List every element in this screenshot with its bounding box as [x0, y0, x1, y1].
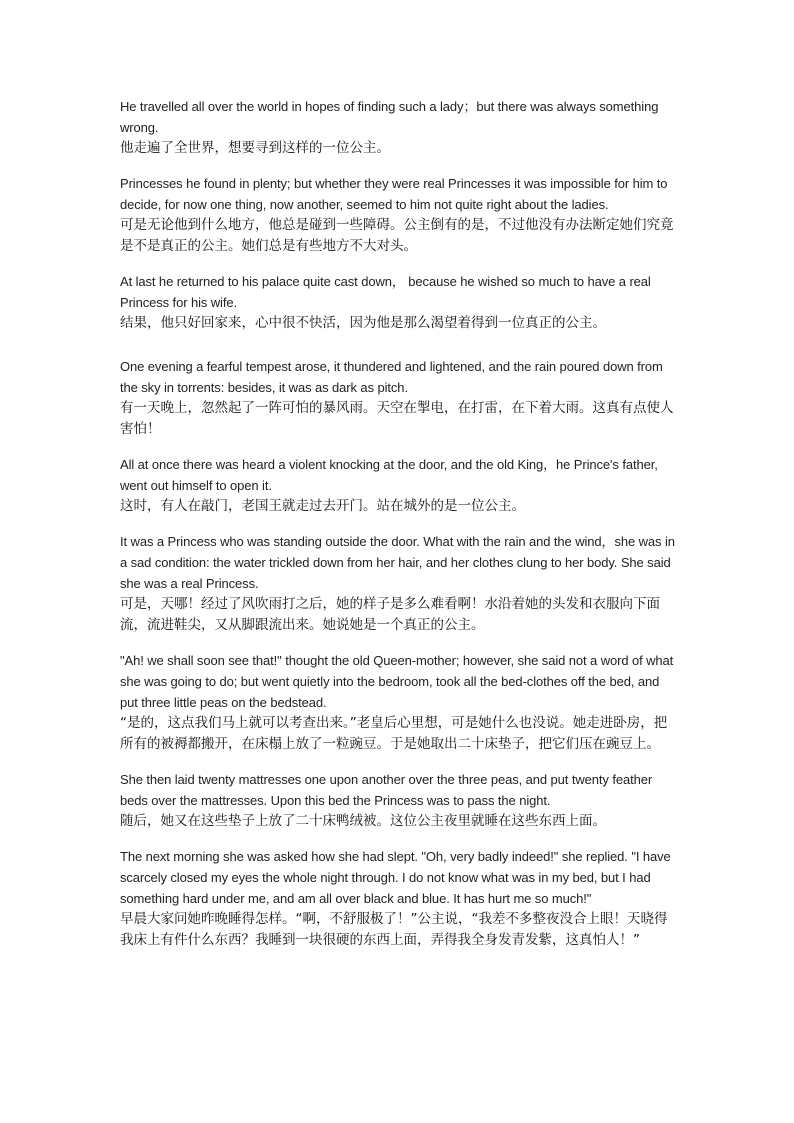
english-text: Princesses he found in plenty; but whether they were real Princesses it was impossible for him to decide, for now one thing, now another, seemed to him not quite right about the ladies. [120, 176, 668, 212]
english-text: She then laid twenty mattresses one upon another over the three peas, and put twenty feather beds over the mattresses. Upon this bed the Princess was to pass the night. [120, 772, 653, 808]
paragraph-5 [120, 454, 680, 517]
english-text: It was a Princess who was standing outside the door. What with the rain and the wind，she was in a sad condition: the water trickled down from her hair, and her clothes clung to her body. She said she was a real Princess. [120, 534, 675, 591]
paragraph-6 [120, 531, 680, 636]
paragraph-7 [120, 650, 680, 755]
english-text: One evening a fearful tempest arose, it thundered and lightened, and the rain poured down from the sky in torrents: besides, it was as dark as pitch. [120, 359, 663, 395]
english-text: The next morning she was asked how she had slept. "Oh, very badly indeed!" she replied. "I have scarcely closed my eyes the whole night through. I do not know what was in my bed, but I had something hard under me, and am all over black and blue. It has hurt me so much!" [120, 849, 671, 906]
english-text: "Ah! we shall soon see that!" thought the old Queen-mother; however, she said not a word of what she was going to do; but went quietly into the bedroom, took all the bed-clothes off the bed, and put three little peas on the bedstead. [120, 653, 674, 710]
chinese-text: 早晨大家问她昨晚睡得怎样。“啊，不舒服极了！”公主说，“我差不多整夜没合上眼！天晓得我床上有件什么东西？我睡到一块很硬的东西上面，弄得我全身发青发紫，这真怕人！” [120, 911, 668, 948]
chinese-text: 随后，她又在这些垫子上放了二十床鸭绒被。这位公主夜里就睡在这些东西上面。 [120, 813, 606, 829]
paragraph-9 [120, 846, 680, 951]
chinese-text: 可是无论他到什么地方，他总是碰到一些障碍。公主倒有的是，不过他没有办法断定她们究竟是不是真正的公主。她们总是有些地方不大对头。 [120, 217, 674, 254]
paragraph-1 [120, 96, 680, 159]
paragraph-8 [120, 769, 680, 832]
chinese-text: 结果，他只好回家来，心中很不快活，因为他是那么渴望着得到一位真正的公主。 [120, 315, 606, 331]
paragraph-3 [120, 271, 680, 334]
english-text: At last he returned to his palace quite cast down， because he wished so much to have a real Princess for his wife. [120, 274, 651, 310]
chinese-text: 有一天晚上，忽然起了一阵可怕的暴风雨。天空在掣电，在打雷，在下着大雨。这真有点使人害怕！ [120, 400, 674, 437]
paragraph-2 [120, 173, 680, 257]
english-text: He travelled all over the world in hopes of finding such a lady；but there was always something wrong. [120, 99, 659, 135]
chinese-text: 可是，天哪！经过了风吹雨打之后，她的样子是多么难看啊！水沿着她的头发和衣服向下面流，流进鞋尖，又从脚跟流出来。她说她是一个真正的公主。 [120, 596, 660, 633]
paragraph-4 [120, 356, 680, 440]
english-text: All at once there was heard a violent knocking at the door, and the old King，he Prince's father, went out himself to open it. [120, 457, 658, 493]
document-body [120, 96, 680, 965]
chinese-text: 他走遍了全世界，想要寻到这样的一位公主。 [120, 140, 390, 156]
chinese-text: “是的，这点我们马上就可以考查出来。”老皇后心里想，可是她什么也没说。她走进卧房，把所有的被褥都搬开，在床榻上放了一粒豌豆。于是她取出二十床垫子，把它们压在豌豆上。 [120, 715, 668, 752]
chinese-text: 这时，有人在敲门，老国王就走过去开门。站在城外的是一位公主。 [120, 498, 525, 514]
